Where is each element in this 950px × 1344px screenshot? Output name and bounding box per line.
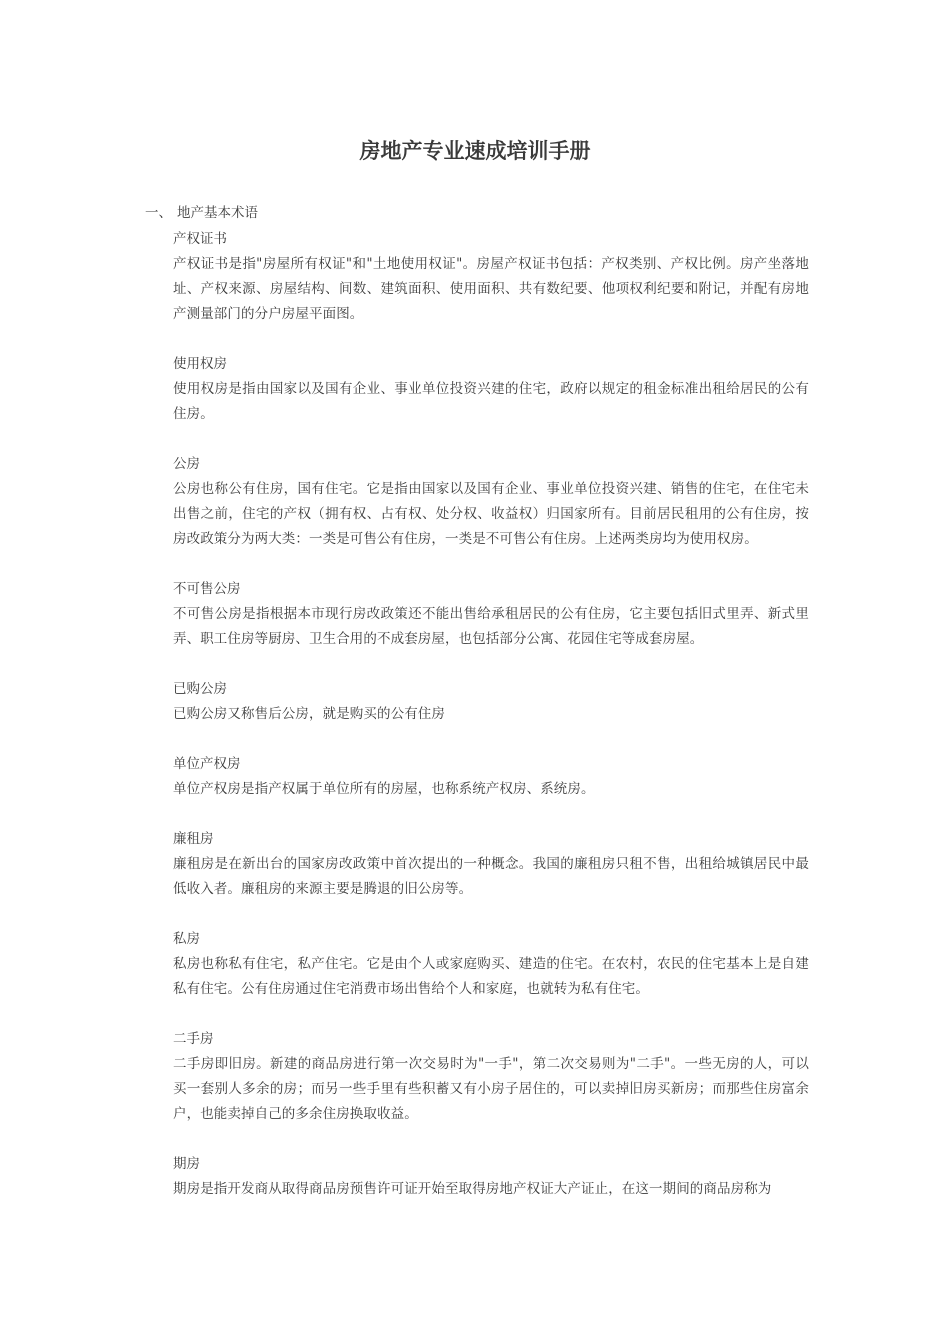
term-name: 私房 [173,931,200,947]
term-entry [173,577,809,652]
document-title: 房地产专业速成培训手册 [359,139,591,163]
term-description: 公房也称公有住房，国有住宅。它是指由国家以及国有企业、事业单位投资兴建、销售的住宅，在住宅未出售之前，住宅的产权（拥有权、占有权、处分权、收益权）归国家所有。目前居民租用的公有住房，按房改政策分为两大类：一类是可售公有住房，一类是不可售公有住房。上述两类房均为使用权房。 [173,481,809,547]
term-entry [173,827,809,902]
term-description: 二手房即旧房。新建的商品房进行第一次交易时为"一手"，第二次交易则为"二手"。一些无房的人，可以买一套别人多余的房；而另一些手里有些积蓄又有小房子居住的，可以卖掉旧房买新房；而那些住房富余户，也能卖掉自己的多余住房换取收益。 [173,1056,809,1122]
term-entry [173,1027,809,1127]
term-name: 不可售公房 [173,581,241,597]
term-description: 不可售公房是指根据本市现行房改政策还不能出售给承租居民的公有住房，它主要包括旧式里弄、新式里弄、职工住房等厨房、卫生合用的不成套房屋，也包括部分公寓、花园住宅等成套房屋。 [173,606,809,647]
term-description: 已购公房又称售后公房，就是购买的公有住房 [173,706,445,722]
term-entry [173,927,809,1002]
section-heading [145,202,258,224]
term-name: 期房 [173,1156,200,1172]
term-entry [173,752,809,802]
term-description: 廉租房是在新出台的国家房改政策中首次提出的一种概念。我国的廉租房只租不售，出租给城镇居民中最低收入者。廉租房的来源主要是腾退的旧公房等。 [173,856,809,897]
term-entry [173,677,809,727]
term-entry [173,352,809,427]
term-description: 期房是指开发商从取得商品房预售许可证开始至取得房地产权证大产证止，在这一期间的商品房称为 [173,1181,772,1197]
term-entry [173,227,809,327]
section-number: 一、 [145,205,172,221]
section-title: 地产基本术语 [177,205,258,221]
term-description: 使用权房是指由国家以及国有企业、事业单位投资兴建的住宅，政府以规定的租金标准出租给居民的公有住房。 [173,381,809,422]
term-description: 单位产权房是指产权属于单位所有的房屋，也称系统产权房、系统房。 [173,781,595,797]
term-name: 二手房 [173,1031,214,1047]
term-name: 产权证书 [173,231,227,247]
term-entry [173,452,809,552]
terms-list [173,227,809,1227]
term-name: 使用权房 [173,356,227,372]
term-name: 公房 [173,456,200,472]
term-description: 产权证书是指"房屋所有权证"和"土地使用权证"。房屋产权证书包括：产权类别、产权比例。房产坐落地址、产权来源、房屋结构、间数、建筑面积、使用面积、共有数纪要、他项权利纪要和附记，并配有房地产测量部门的分户房屋平面图。 [173,256,809,322]
term-name: 已购公房 [173,681,227,697]
term-name: 廉租房 [173,831,214,847]
term-description: 私房也称私有住宅，私产住宅。它是由个人或家庭购买、建造的住宅。在农村，农民的住宅基本上是自建私有住宅。公有住房通过住宅消费市场出售给个人和家庭，也就转为私有住宅。 [173,956,809,997]
term-name: 单位产权房 [173,756,241,772]
term-entry [173,1152,809,1202]
